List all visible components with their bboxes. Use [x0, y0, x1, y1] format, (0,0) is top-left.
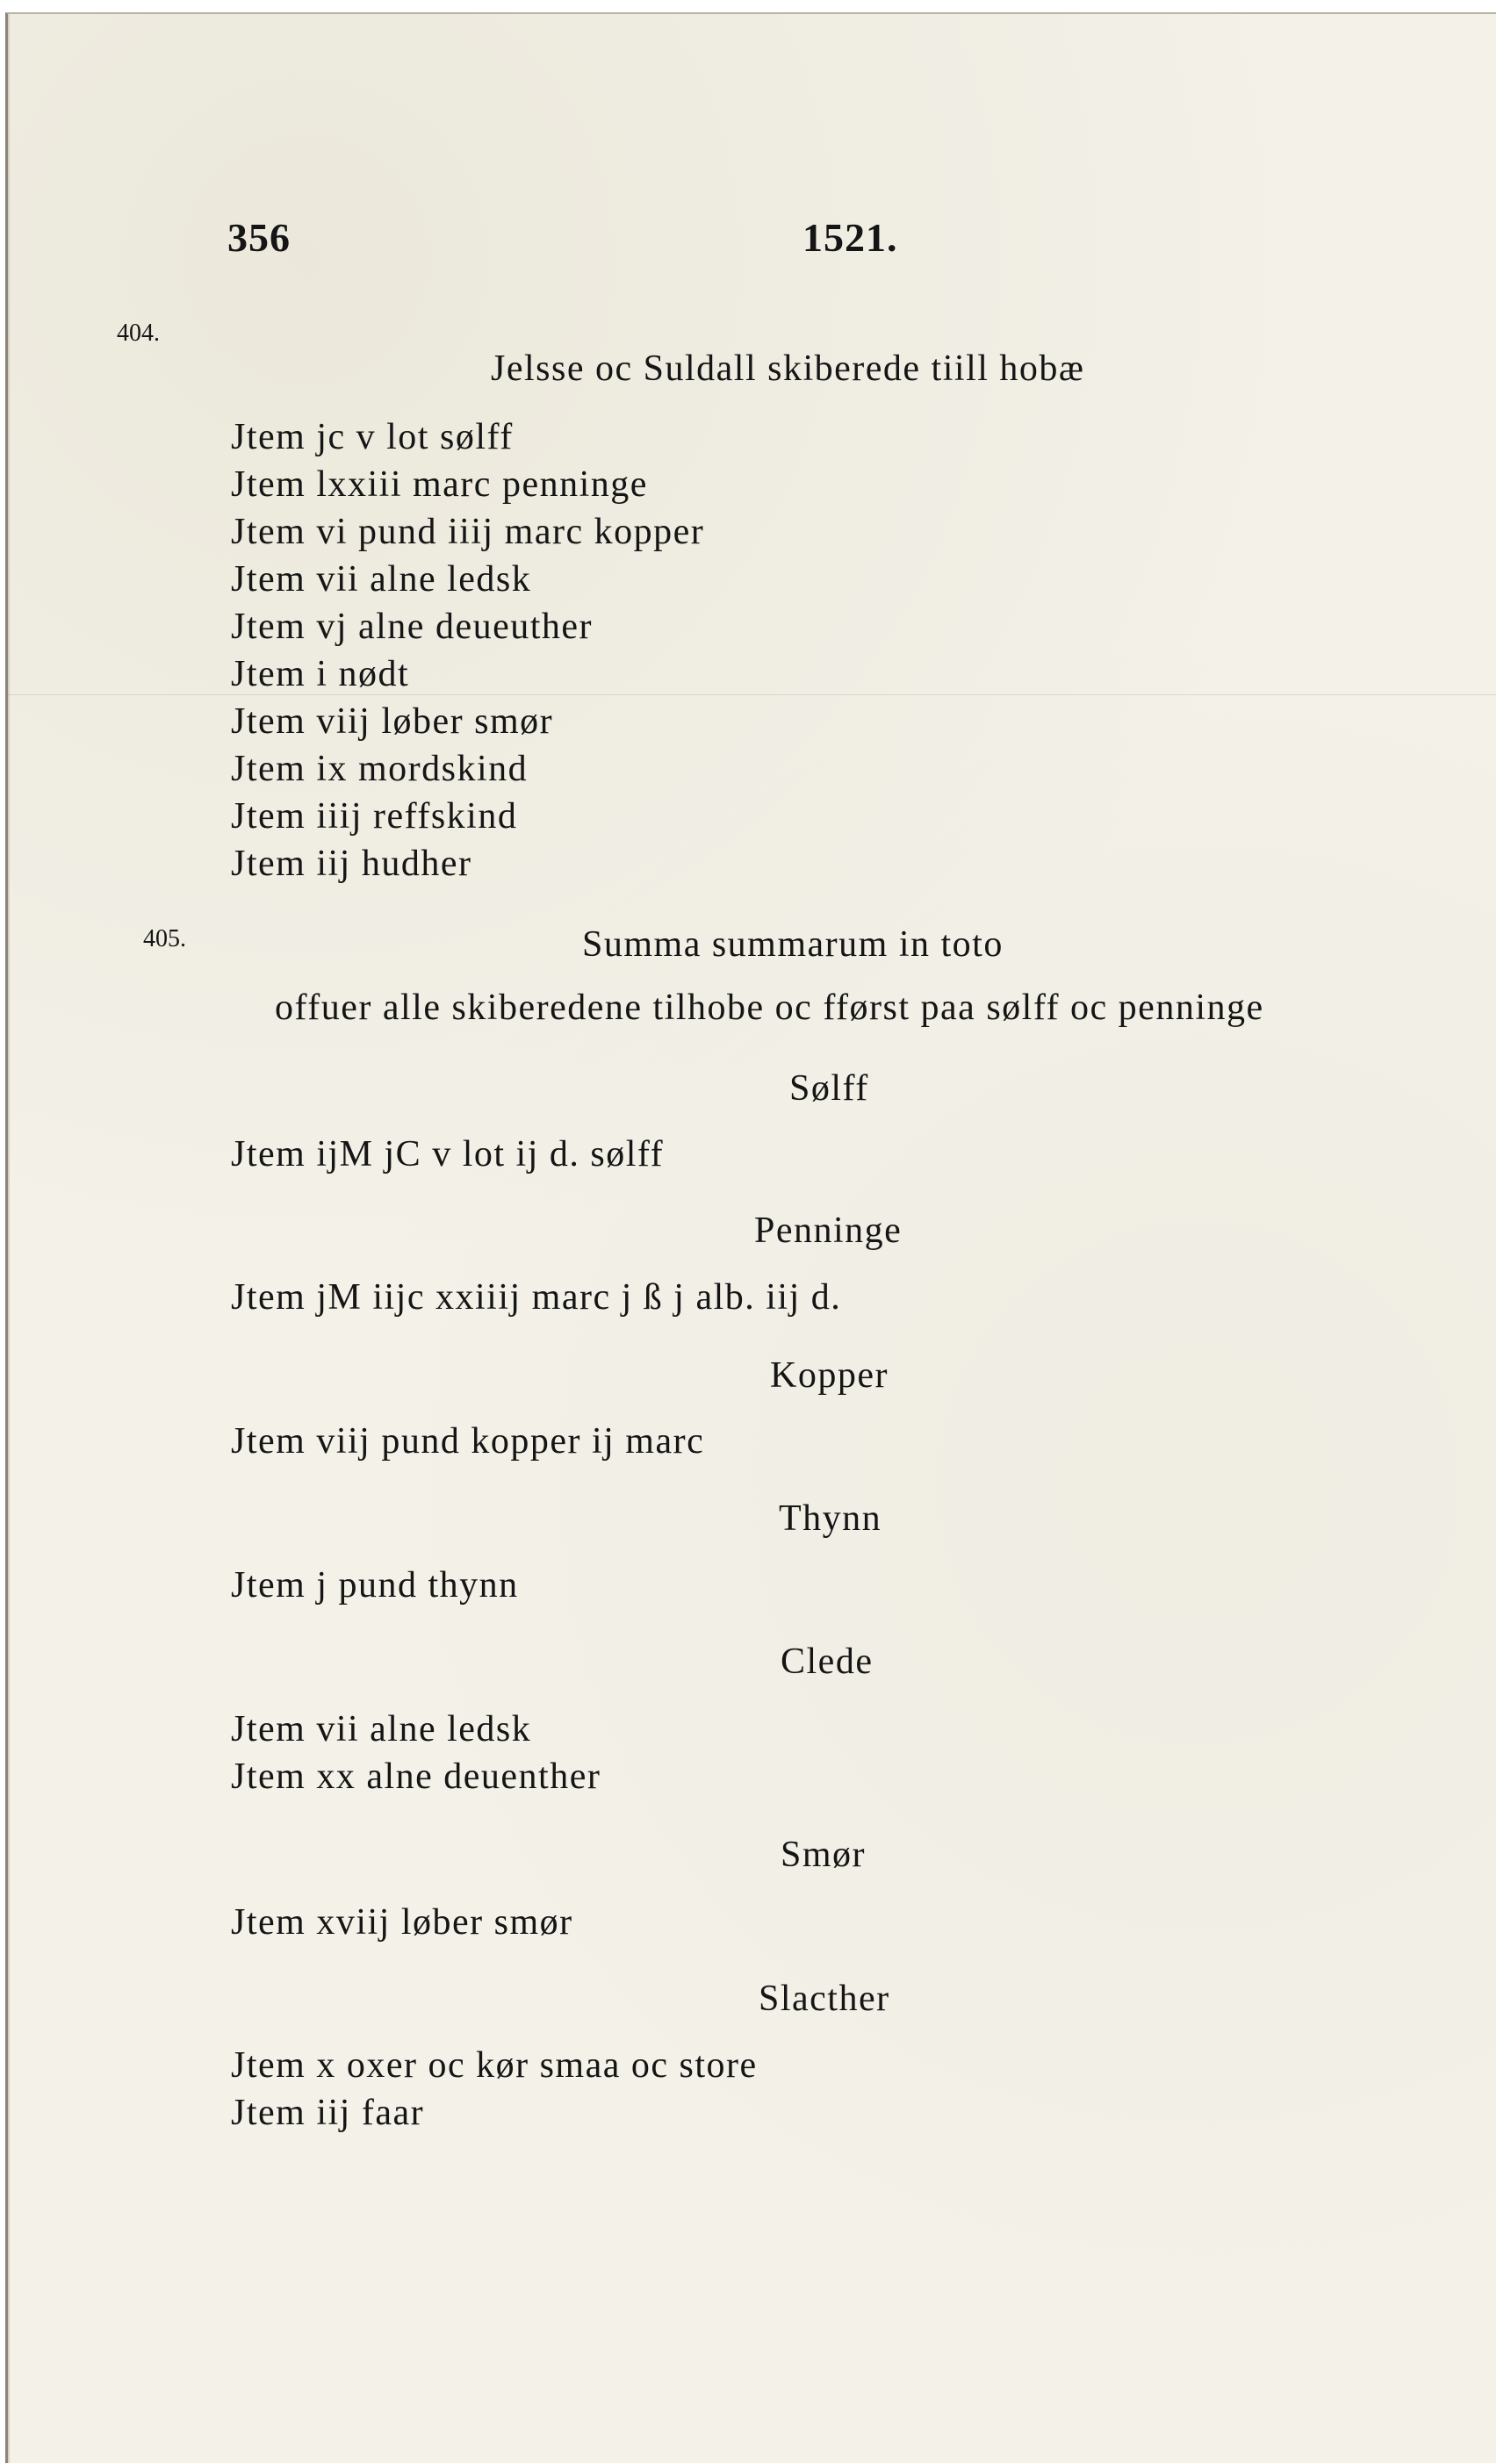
list-item: Jtem vii alne ledsk: [231, 1709, 532, 1749]
entry-number-405: 405.: [143, 925, 186, 952]
section-heading-slacther: Slacther: [759, 1979, 890, 2019]
list-item: Jtem viij løber smør: [231, 701, 554, 742]
list-item: Jtem j pund thynn: [231, 1565, 519, 1606]
list-item: Jtem x oxer oc kør smaa oc store: [231, 2045, 758, 2086]
list-item: Jtem iij hudher: [231, 844, 472, 884]
entry-404-title: Jelsse oc Suldall skiberede tiill hobæ: [491, 348, 1085, 389]
document-page: [5, 12, 1496, 2463]
list-item: Jtem xviij løber smør: [231, 1902, 573, 1943]
page-year: 1521.: [802, 215, 898, 260]
list-item: Jtem vj alne deueuther: [231, 607, 594, 647]
page-number: 356: [227, 215, 291, 260]
list-item: Jtem i nødt: [231, 654, 410, 694]
section-heading-solff: Sølff: [789, 1068, 869, 1109]
list-item: Jtem jc v lot sølff: [231, 417, 514, 457]
entry-405-title: Summa summarum in toto: [582, 924, 1004, 965]
entry-405-subtitle: offuer alle skiberedene tilhobe oc fførst paa sølff oc penninge: [275, 988, 1264, 1028]
list-item: Jtem viij pund kopper ij marc: [231, 1421, 705, 1462]
section-heading-thynn: Thynn: [779, 1498, 882, 1539]
list-item: Jtem iij faar: [231, 2093, 425, 2133]
section-heading-penninge: Penninge: [754, 1210, 903, 1251]
list-item: Jtem lxxiii marc penninge: [231, 464, 648, 505]
list-item: Jtem jM iijc xxiiij marc j ß j alb. iij d.: [231, 1277, 842, 1318]
section-heading-clede: Clede: [781, 1641, 874, 1682]
list-item: Jtem vii alne ledsk: [231, 559, 532, 600]
entry-number-404: 404.: [117, 320, 160, 347]
section-heading-smor: Smør: [781, 1835, 867, 1875]
entry-404-item-list: [231, 413, 704, 887]
list-item: Jtem iiij reffskind: [231, 796, 518, 837]
list-item: Jtem ix mordskind: [231, 749, 529, 789]
list-item: Jtem vi pund iiij marc kopper: [231, 512, 705, 552]
section-heading-kopper: Kopper: [770, 1355, 889, 1396]
list-item: Jtem ijM jC v lot ij d. sølff: [231, 1134, 665, 1175]
list-item: Jtem xx alne deuenther: [231, 1756, 601, 1797]
